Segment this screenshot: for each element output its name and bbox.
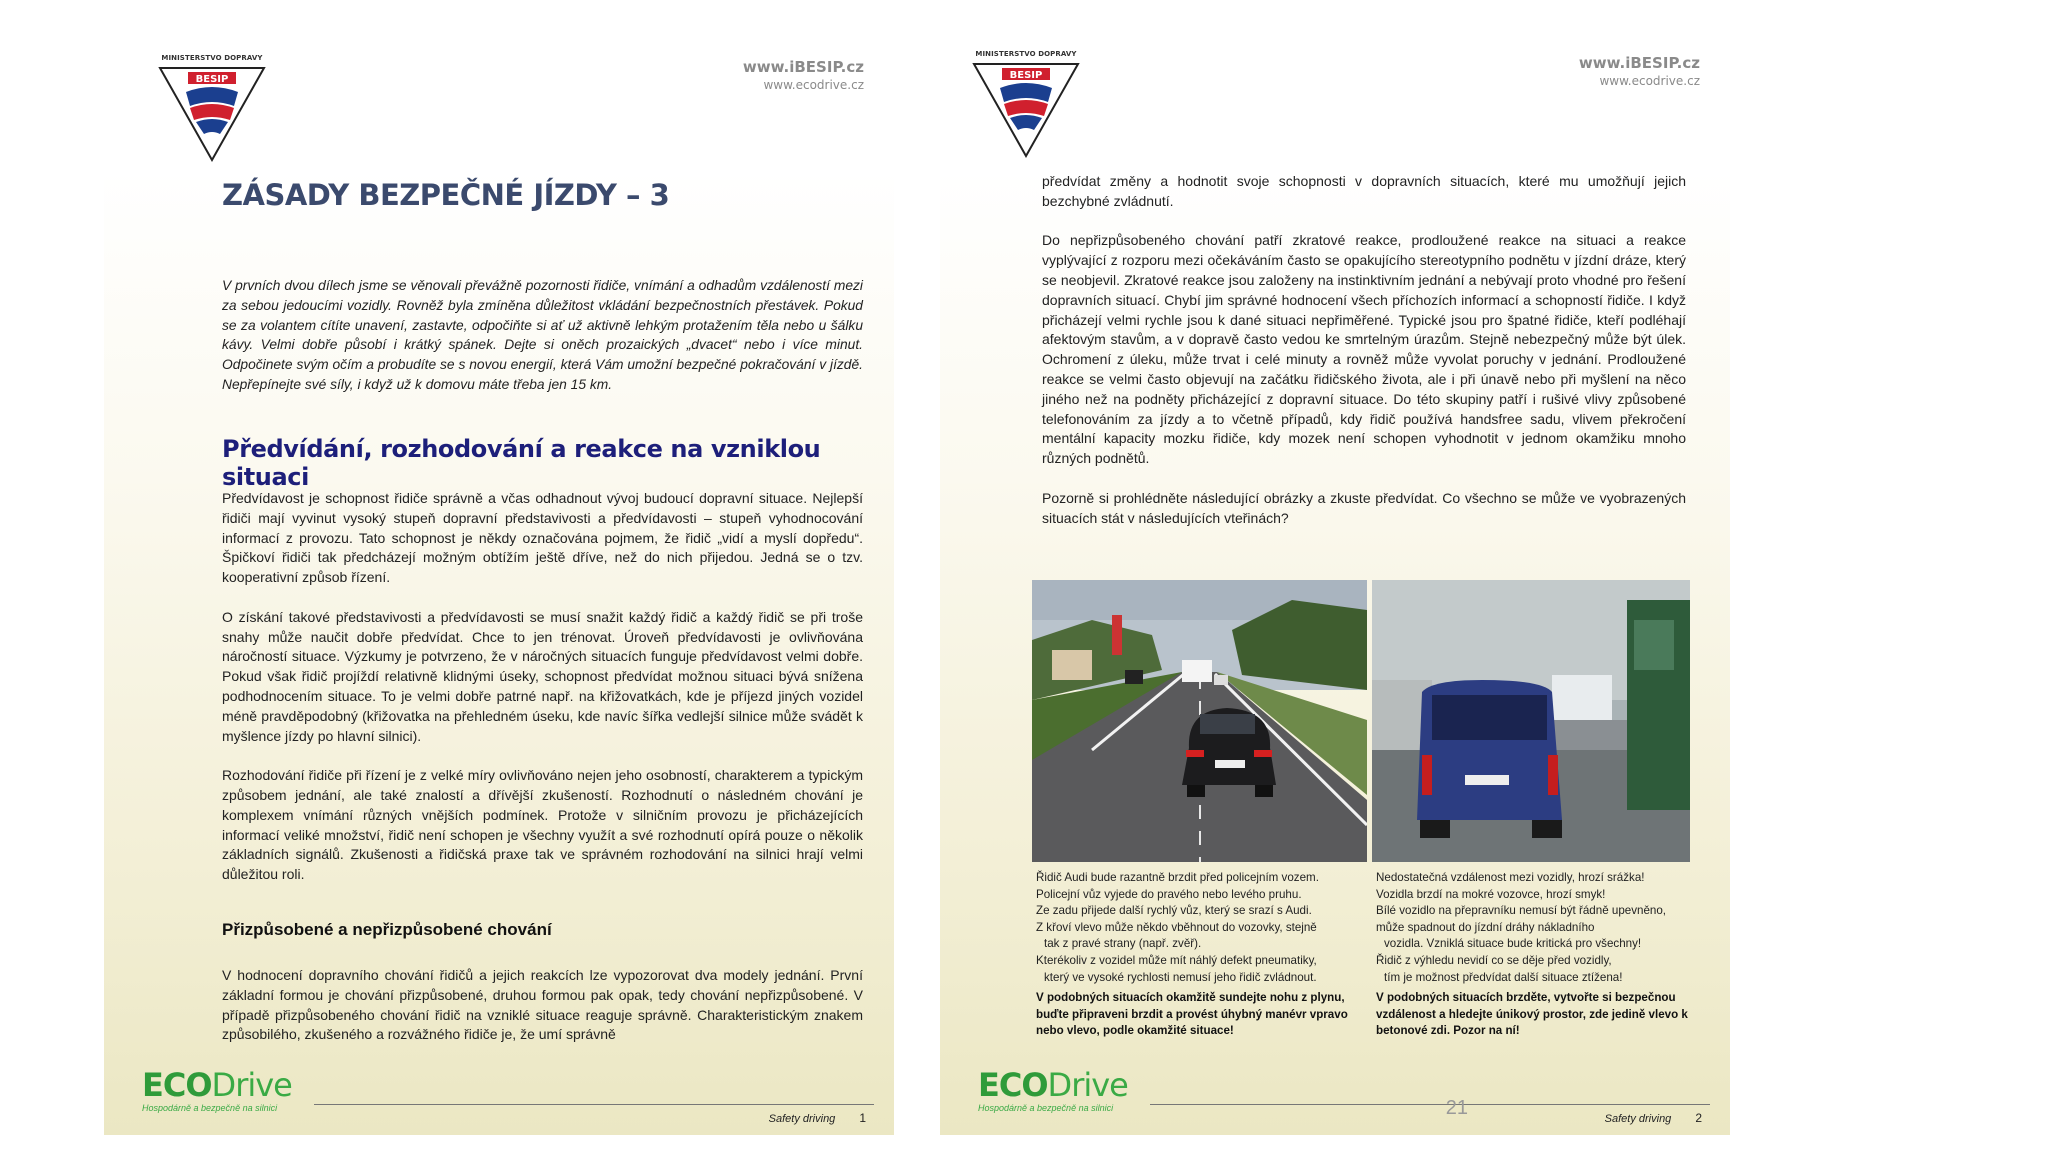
lead-paragraph: V prvních dvou dílech jsme se věnovali převážně pozornosti řidiče, vnímání a odhadům vzdáleností mezi za sebou jedoucími vozidly. Rovněž byla zmíněna důležitost vkládání bezpečnostních přestávek. Pokud se za volantem cítíte unavení, zastavte, odpočiňte si ať už aktivně lehkým protažením těla nebo u šálku kávy. Velmi dobře působí i krátký spánek. Dejte si oněch prozaických „dvacet“ nebo i více minut. Odpočinete svým očím a probudíte se s novou energií, která Vám umožní bezpečné pokračování v jízdě. Nepřepínejte své síly, i když už k domovu máte třeba jen 15 km. xyxy=(222,278,863,392)
besip-shield-icon xyxy=(156,62,268,162)
van-rain-photo xyxy=(1372,580,1690,862)
ecodrive-link[interactable]: www.ecodrive.cz xyxy=(1599,74,1700,88)
besip-shield-icon xyxy=(970,58,1082,158)
photo-caption-1 xyxy=(1036,870,1371,1040)
paragraph: předvídat změny a hodnotit svoje schopnosti v dopravních situacích, které mu umožňují jejich bezchybné zvládnutí. xyxy=(1042,173,1686,209)
ecodrive-logo xyxy=(978,1068,1128,1113)
page2-body xyxy=(1042,172,1686,548)
paragraph: V hodnocení dopravního chování řidičů a jejich reakcích lze vypozorovat dva modely jednání. První základní formou je chování přizpůsobené, druhou formou pak opak, tedy chování nepřizpůsobené. V případě přizpůsobeného chování řidič na vzniklé situace reaguje správně. Charakteristickým znakem způsobilého, zkušeného a rozvážného řidiče je, že umí správně xyxy=(222,967,863,1043)
footer-section: Safety driving xyxy=(1604,1113,1672,1125)
footer-section: Safety driving xyxy=(768,1113,836,1125)
caption-line: Nedostatečná vzdálenost mezi vozidly, hrozí srážka! xyxy=(1376,871,1645,884)
ibesip-link[interactable]: www.iBESIP.cz xyxy=(742,58,864,76)
caption-line: Řidič Audi bude razantně brzdit před policejním vozem. xyxy=(1036,871,1319,884)
footer-label xyxy=(1605,1111,1702,1125)
audi-highway-photo xyxy=(1032,580,1367,862)
caption-line: který ve vysoké rychlosti nemusí jeho řidič zvládnout. xyxy=(1044,970,1317,984)
ibesip-link[interactable]: www.iBESIP.cz xyxy=(1578,54,1700,72)
caption-advice: V podobných situacích okamžitě sundejte nohu z plynu, buďte připraveni brzdit a provést úhybný manévr vpravo nebo vlevo, podle okamžité situace! xyxy=(1036,991,1348,1038)
besip-text: BESIP xyxy=(195,74,229,85)
paragraph: Do nepřizpůsobeného chování patří zkratové reakce, prodloužené reakce na situaci a reakce vyplývající z rozporu mezi očekáváním často se opakujícího stereotypního podnětu v jízdní dráze, který se neobjevil. Zkratové reakce jsou založeny na instinktivním jednání a nebývají proto vhodné pro řešení dopravních situací. Chybí jim správné hodnocení všech příchozích informací a schopností řidiče. I když přicházejí velmi rychle jsou k dané situaci nepřiměřené. Typické jsou pro špatné řidiče, kteří podléhají afektovým stavům, a v dopravě často vedou ke smrtelným úrazům. Stejně nebezpečný může být úlek. Ochromení z úleku, může trvat i celé minuty a rovněž může vyvolat poruchy v jednání. Prodloužené reakce se velmi často objevují na začátku řidičského života, ale i při únavě nebo při myšlení na něco jiného než na podněty přicházející z dopravní situace. Do této skupiny patří i rušivé vlivy způsobené telefonováním za jízdy a to včetně případů, kdy řidič používá handsfree sadu, vlivem překročení mentální kapacity mozku řidiče, kdy mozek není schopen vyhodnotit v jednom okamžiku mnoho různých podnětů. xyxy=(1042,232,1686,467)
ecodrive-logo xyxy=(142,1068,292,1113)
eco-text: ECO xyxy=(142,1066,212,1104)
caption-line: tak z pravé strany (např. zvěř). xyxy=(1044,937,1202,951)
caption-line: Policejní vůz vyjede do pravého nebo levého pruhu. xyxy=(1036,887,1302,901)
caption-line: vozidla. Vzniklá situace bude kritická pro všechny! xyxy=(1384,937,1642,951)
ecodrive-tagline: Hospodárně a bezpečně na silnici xyxy=(142,1103,278,1113)
ecodrive-link[interactable]: www.ecodrive.cz xyxy=(763,78,864,92)
caption-line: tím je možnost předvídat další situace ztížena! xyxy=(1384,970,1623,984)
section-body xyxy=(222,489,863,905)
footer-divider xyxy=(1150,1104,1710,1105)
document-page-1 xyxy=(104,40,894,1135)
eco-text: ECO xyxy=(978,1066,1048,1104)
subsection-heading: Přizpůsobené a nepřizpůsobené chování xyxy=(222,920,552,939)
drive-text: Drive xyxy=(1047,1066,1128,1104)
footer-divider xyxy=(314,1104,874,1105)
section-heading: Předvídání, rozhodování a reakce na vzniklou situaci xyxy=(222,435,821,491)
caption-line: Kterékoliv z vozidel může mít náhlý defekt pneumatiky, xyxy=(1036,953,1317,967)
paragraph: Pozorně si prohlédněte následující obrázky a zkuste předvídat. Co všechno se může ve vyobrazených situacích stát v následujících vteřinách? xyxy=(1042,489,1686,526)
website-links xyxy=(743,58,864,92)
page-number: 2 xyxy=(1695,1111,1702,1125)
page-number: 1 xyxy=(859,1111,866,1125)
subsection-body xyxy=(222,966,863,1045)
caption-line: Bílé vozidlo na přepravníku nemusí být řádně upevněno, může spadnout do jízdní dráhy nákladního xyxy=(1376,904,1667,934)
paragraph: Předvídavost je schopnost řidiče správně a včas odhadnout vývoj budoucí dopravní situace. Nejlepší řidiči mají vyvinut vysoký stupeň dopravní představivosti a předvídavosti – stupeň vyhodnocování informací z provozu. Tato schopnost je někdy označována pojmem, že řidič „vidí a myslí dopředu“. Špičkoví řidiči tak předcházejí možným obtížím ještě dříve, než do nich přijedou. Jedná se o tzv. kooperativní způsob řízení. xyxy=(222,490,863,586)
caption-line: Vozidla brzdí na mokré vozovce, hrozí smyk! xyxy=(1376,887,1606,901)
caption-line: Z křoví vlevo může někdo vběhnout do vozovky, stejně xyxy=(1036,920,1317,934)
website-links xyxy=(1579,54,1700,88)
caption-line: Ze zadu přijede další rychlý vůz, který se srazí s Audi. xyxy=(1036,904,1312,918)
caption-line: Řidič z výhledu nevidí co se děje před vozidly, xyxy=(1376,953,1612,967)
page-title: ZÁSADY BEZPEČNÉ JÍZDY – 3 xyxy=(222,178,670,212)
paragraph: Rozhodování řidiče při řízení je z velké míry ovlivňováno nejen jeho osobností, charakterem a typickým způsobem jednání, ale také znalostí a dřívější zkušeností. Rozhodnutí o následném chování je komplexem vnímání různých vnějších podmínek. Protože v silničním provozu je přicházejících informací veliké množství, řidič není schopen je všechny využít a své rozhodnutí opírá pouze o několik základních signálů. Zkušenosti a řidičská praxe tak ve správném rozhodování na silnici hrají velmi důležitou roli. xyxy=(222,767,863,883)
caption-advice: V podobných situacích brzděte, vytvořte si bezpečnou vzdálenost a hledejte únikový prostor, zde jedině vlevo k betonové zdi. Pozor na ní! xyxy=(1376,991,1688,1038)
paragraph: O získání takové představivosti a předvídavosti se musí snažit každý řidič a každý řidič se při troše snahy může naučit dobře předvídat. Chce to jen trénovat. Úroveň předvídavosti je ovlivňována náročností situace. Výzkumy je potvrzeno, že v náročných situacích funguje předvídavost velmi dobře. Pokud však řidič projíždí relativně klidnými úseky, schopnost předvídat možnou situaci bývá snížena podhodnocením situace. To je velmi dobře patrné např. na křižovatkách, kde je příjezd jiných vozidel méně pravděpodobný (křižovatka na přehledném úseku, kde navíc šířka vedlejší silnice může svádět k myšlence jízdy po hlavní silnici). xyxy=(222,608,863,744)
footer-label xyxy=(769,1111,866,1125)
ecodrive-tagline: Hospodárně a bezpečně na silnici xyxy=(978,1103,1114,1113)
besip-logo xyxy=(970,50,1082,163)
besip-text: BESIP xyxy=(1009,70,1043,81)
document-page-2 xyxy=(940,40,1730,1135)
slide-number: 21 xyxy=(1445,1097,1468,1119)
photo-caption-2 xyxy=(1376,870,1694,1040)
ministry-label: MINISTERSTVO DOPRAVY xyxy=(161,54,263,62)
besip-logo xyxy=(156,54,268,167)
drive-text: Drive xyxy=(211,1066,292,1104)
ministry-label: MINISTERSTVO DOPRAVY xyxy=(975,50,1077,58)
